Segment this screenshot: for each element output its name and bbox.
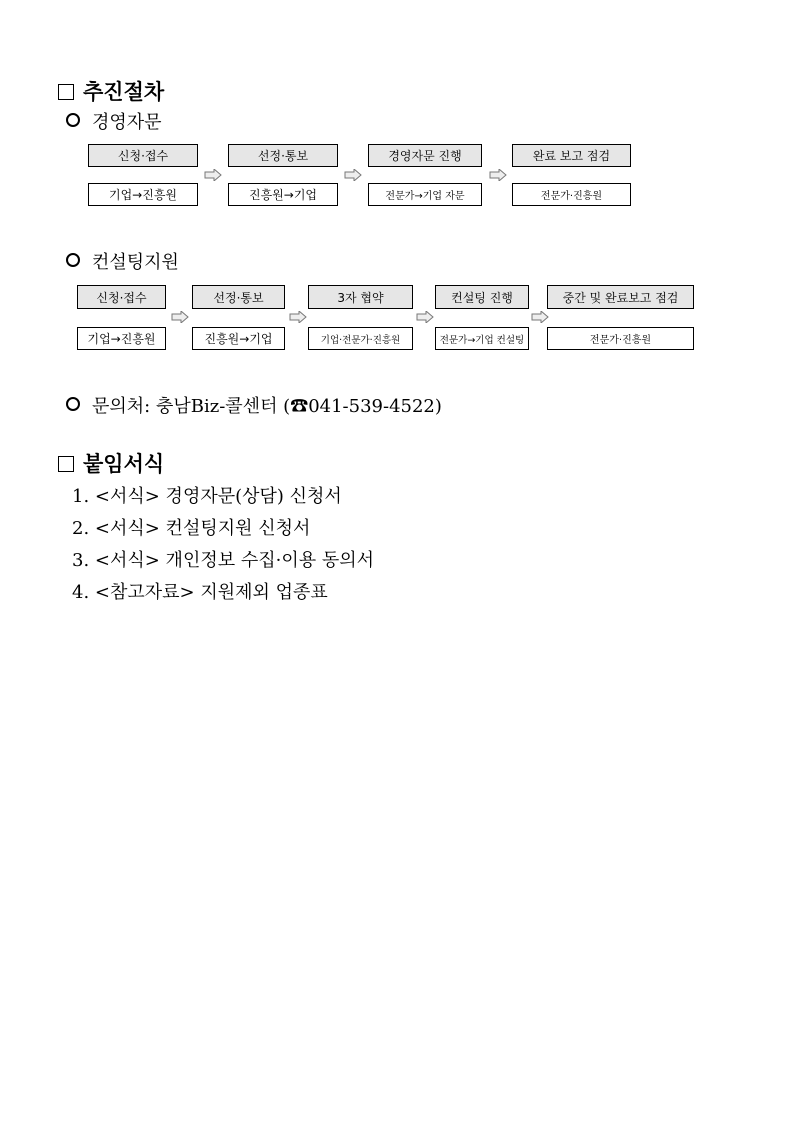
consulting-step-1-label: 신청·접수 <box>77 285 166 309</box>
circle-bullet-icon <box>66 397 80 411</box>
flow-arrow-icon <box>204 169 222 181</box>
management-step-4-actor: 전문가·진흥원 <box>512 183 631 206</box>
subheading-management <box>66 108 162 134</box>
consulting-step-5-actor: 전문가·진흥원 <box>547 327 694 350</box>
section-heading-procedure <box>58 76 164 106</box>
subheading-consulting <box>66 248 179 274</box>
procedure-heading: 추진절차 <box>83 80 165 104</box>
management-step-4-label: 완료 보고 점검 <box>512 144 631 167</box>
attachment-item-1: 1. <서식> 경영자문(상담) 신청서 <box>72 486 342 507</box>
management-step-3-label: 경영자문 진행 <box>368 144 482 167</box>
consulting-title: 컨설팅지원 <box>92 252 179 273</box>
consulting-step-3-label: 3자 협약 <box>308 285 413 309</box>
flow-arrow-icon <box>531 311 549 323</box>
flow-arrow-icon <box>171 311 189 323</box>
management-title: 경영자문 <box>92 112 162 133</box>
attachments-heading: 붙임서식 <box>83 452 165 476</box>
section-heading-attachments <box>58 448 164 478</box>
circle-bullet-icon <box>66 253 80 267</box>
flow-arrow-icon <box>416 311 434 323</box>
consulting-step-5-label: 중간 및 완료보고 점검 <box>547 285 694 309</box>
management-step-2-actor: 진흥원→기업 <box>228 183 338 206</box>
checkbox-square-icon <box>58 84 74 100</box>
management-step-1-label: 신청·접수 <box>88 144 198 167</box>
checkbox-square-icon <box>58 456 74 472</box>
contact-label: 문의처: <box>92 396 151 417</box>
attachment-item-2: 2. <서식> 컨설팅지원 신청서 <box>72 518 311 539</box>
management-step-3-actor: 전문가→기업 자문 <box>368 183 482 206</box>
consulting-step-2-label: 선정·통보 <box>192 285 285 309</box>
flow-arrow-icon <box>344 169 362 181</box>
flow-arrow-icon <box>289 311 307 323</box>
management-step-2-label: 선정·통보 <box>228 144 338 167</box>
consulting-step-3-actor: 기업·전문가·진흥원 <box>308 327 413 350</box>
attachment-item-3: 3. <서식> 개인정보 수집·이용 동의서 <box>72 550 374 571</box>
consulting-step-4-label: 컨설팅 진행 <box>435 285 529 309</box>
management-step-1-actor: 기업→진흥원 <box>88 183 198 206</box>
attachment-item-4: 4. <참고자료> 지원제외 업종표 <box>72 582 328 603</box>
consulting-step-1-actor: 기업→진흥원 <box>77 327 166 350</box>
contact-line <box>66 392 442 418</box>
circle-bullet-icon <box>66 113 80 127</box>
flow-arrow-icon <box>489 169 507 181</box>
contact-value: 충남Biz-콜센터 (☎041-539-4522) <box>155 396 442 417</box>
consulting-step-4-actor: 전문가→기업 컨설팅 <box>435 327 529 350</box>
consulting-step-2-actor: 진흥원→기업 <box>192 327 285 350</box>
